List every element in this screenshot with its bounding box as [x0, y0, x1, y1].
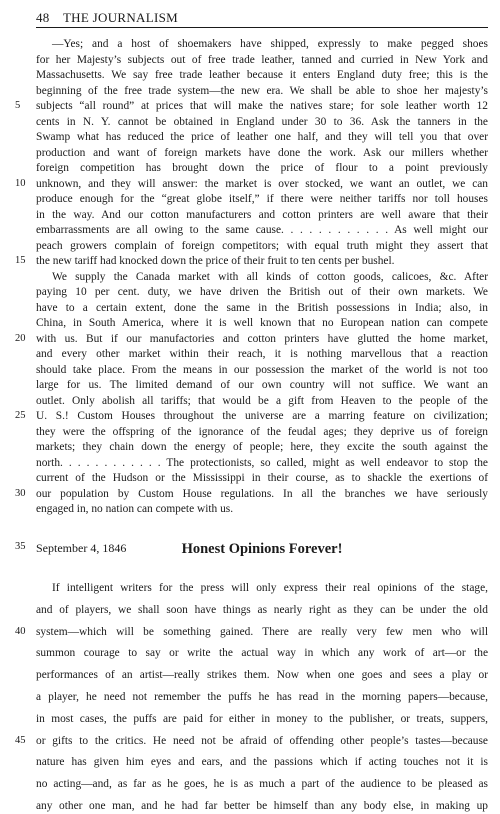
text-line: subjects “all round” at prices that will make the natives stare; for sole leather worth 12 [36, 100, 488, 112]
text-line: We supply the Canada market with all kinds of cotton goods, calicoes, &c. After [52, 270, 488, 283]
text-line: no acting—and, as far as he goes, he is as much a part of the audience to be pleased as [36, 778, 488, 791]
text-line: engaged in, no nation can compete with us. [36, 503, 234, 515]
text-line: the new tariff had knocked down the price of their fruit to ten cents per bushel. [36, 255, 395, 267]
text-line: and every other market within their reach, it is nothing marvellous that a reaction [36, 348, 488, 360]
text-line: embarrassments are all owing to the same cause. . . . . . . . . . . . As well might our [36, 224, 488, 236]
line-number: 45 [15, 734, 26, 746]
text-line: production and want of foreign markets have done the work. Ask our millers whether [36, 146, 488, 159]
line-number: 15 [15, 255, 26, 266]
text-line: U. S.! Custom Houses throughout the universe are a marring feature on civilization; [36, 410, 488, 422]
text-line: large for us. The limited demand of our own country will not suffice. We want an [36, 379, 488, 391]
page-number: 48 [36, 10, 50, 25]
text-line: produce enough for the “great globe itself,” if there were neither tariffs nor toll houses [36, 193, 488, 205]
running-title: THE JOURNALISM [62, 10, 178, 25]
line-number: 40 [15, 625, 26, 637]
text-line: China, in South America, where it is well known that no European nation can compete [36, 317, 488, 329]
line-number: 20 [15, 332, 26, 344]
text-line: paying 10 per cent. duty, we have driven the British out of their own markets. We [36, 286, 488, 298]
text-line: outlet. Only abolish all tariffs; that would be a gift from Heaven to the people of the [36, 394, 488, 407]
dateline: September 4, 1846 [36, 541, 127, 555]
line-number: 35 [15, 541, 26, 552]
line-number: 5 [15, 100, 21, 111]
text-line: current of the Hudson or the Mississippi in their course, as to shackle the exertions of [36, 472, 488, 484]
text-line: should take place. From the means in our possession the market of the world is not too [36, 363, 488, 376]
text-line: in the way. And our cotton manufacturers and cotton printers are well aware that their [36, 208, 488, 221]
text-line: unknown, and they will answer: the market is over stocked, we want an outlet, we can [36, 177, 488, 190]
text-line: Swamp what has reduced the price of leather one half, and they will tell you that over [36, 131, 488, 143]
text-line: —Yes; and a host of shoemakers have shipped, expressly to make pegged shoes [52, 38, 488, 50]
text-line: markets; they chain down the energy of people; here, they excite the south against the [36, 441, 488, 453]
text-line: Massachusetts. We say free trade leather because it enters England duty free; this is the [36, 69, 488, 81]
text-line: for her Majesty’s subjects out of free trade leather, tanned and curried in New York and [36, 53, 488, 66]
text-line: have to a certain extent, done the same in the British possessions in India; also, in [36, 301, 488, 314]
text-line: peach growers complain of foreign competitors; with equal truth might they assert that [36, 239, 488, 252]
text-line: cents in N. Y. cannot be obtained in England under 30 to 36. Ask the tanners in the [36, 115, 488, 128]
text-line: beginning of the free trade system—the new era. We shall be able to shoe her majesty’s [36, 84, 488, 97]
text-line: our population by Custom House regulations. In all the branches we have seriously [36, 487, 488, 500]
text-line: in most cases, the puffs are paid for either in money to the publisher, or treats, suppers, [36, 712, 488, 725]
line-number: 25 [15, 410, 26, 421]
header-rule [36, 27, 488, 28]
text-line: north. . . . . . . . . . . . The protectionists, so called, might as well endeavor to stop the [36, 456, 488, 469]
text-line: and of players, we shall soon have things as nearly right as they can be under the old [36, 603, 488, 616]
text-line: they were the offspring of the ignorance of the feudal ages; they deprive us of foreign [36, 425, 488, 438]
article-title: Honest Opinions Forever! [181, 541, 343, 557]
text-line: system—which will be something gained. There are really very few men who will [36, 625, 488, 638]
text-line: or gifts to the critics. He need not be afraid of offending other people’s tastes—because [36, 734, 488, 747]
text-line: with us. But if our manufactories and cotton printers have glutted the home market, [36, 332, 488, 345]
line-number: 10 [15, 177, 26, 189]
text-line: foreign competition has brought down the price of flour to a point previously [36, 162, 488, 174]
text-line: nature has given him eyes and ears, and the passions which if acting touches not it is [36, 756, 488, 769]
running-header [36, 10, 488, 26]
text-line: a player, he need not remember the puffs he has read in the morning papers—because, [36, 691, 488, 703]
text-line: any other one man, and he had far better be himself than any body else, in making up [36, 800, 488, 812]
text-line: If intelligent writers for the press will only express their real opinions of the stage, [52, 582, 488, 594]
line-number: 30 [15, 487, 26, 499]
text-line: performances of an artist—really strikes them. Now when one goes and sees a play or [36, 669, 488, 682]
text-line: summon courage to say or write the actual way in which any work of art—or the [36, 647, 488, 660]
